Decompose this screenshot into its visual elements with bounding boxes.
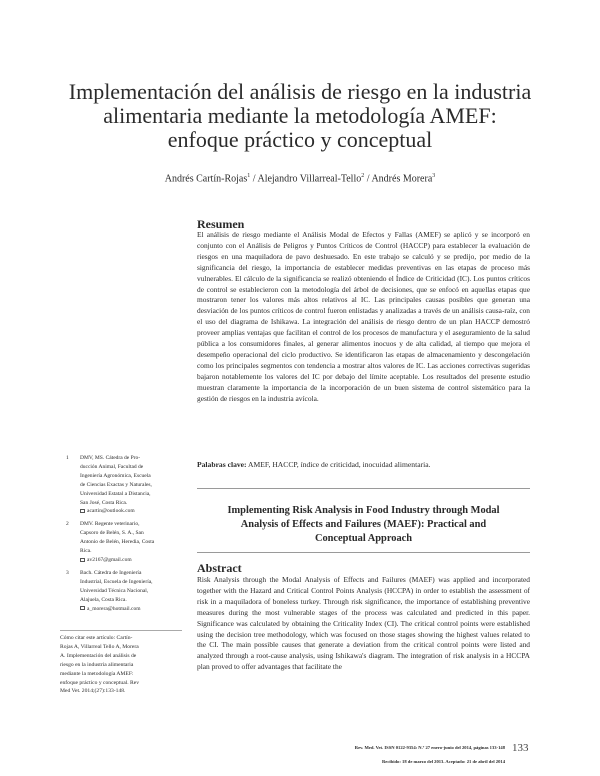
footnote-line: Universidad Estatal a Distancia, [80, 490, 151, 497]
citation-line: Med Vet. 2014;(27):133-148. [60, 688, 126, 695]
journal-info: Rev. Med. Vet. ISSN 0122-9354: N.º 27 enero-junio del 2014, páginas 133-148 [354, 745, 505, 750]
author-affiliation-mark: 3 [432, 173, 436, 179]
footnote-line: Industrial, Escuela de Ingeniería, [80, 578, 153, 585]
author-footnotes [66, 454, 184, 617]
footnote [66, 569, 184, 614]
footnote-email[interactable] [80, 556, 184, 565]
title-line: enfoque práctico y conceptual [167, 127, 433, 152]
abstract-text: Risk Analysis through the Modal Analysis of Effects and Failures (MAEF) was applied and incorporated together with the Hazard and Critical Control Points Analysis (HCCPA) in order to establish the assessment of risk in a maquiladora of boneless turkey. Through risk significance, the importance of establishing preventive measures during the most vulnerable stages of the process was calculated and predicted in this paper. Significance was calculated by obtaining the Criticality Index (CI). The critical control points were established using the decision tree methodology, which was focused on those stages showing the highest values related to the CI. The main possible causes that generate a deviation from the critical control points were listed and analyzed through a root-cause analysis, using Ishikawa's diagram. The integration of risk analysis in a HCCPA plan proved to offer advantages that facilitate the [197, 575, 530, 672]
author-name: Alejandro Villarreal-Tello [257, 173, 362, 185]
abstract-heading: Abstract [197, 561, 242, 575]
footnote-line: DMV, MS. Cátedra de Pro- [80, 455, 141, 461]
divider [197, 488, 530, 489]
title-line: alimentaria mediante la metodología AMEF: [103, 103, 497, 128]
email-address[interactable]: a_morera@hotmail.com [87, 605, 141, 612]
citation-line: A. Implementación del análisis de [60, 652, 137, 659]
author-name: Andrés Cartín-Rojas [164, 173, 248, 185]
footnote-line: Rica. [80, 548, 92, 555]
footnote-line: Capsoro de Belén, S. A., San [80, 530, 144, 537]
envelope-icon [80, 558, 85, 562]
footnote [66, 520, 184, 565]
english-title [197, 504, 530, 546]
resumen-heading: Resumen [197, 217, 245, 231]
envelope-icon [80, 606, 85, 610]
footnote-email[interactable] [80, 605, 184, 614]
author-list [40, 173, 560, 184]
author-affiliation-mark: 1 [247, 173, 251, 179]
footnote-line: de Ciencias Exactas y Naturales, [80, 481, 152, 488]
title-line: Implementación del análisis de riesgo en la industria [68, 79, 532, 104]
footnote-number: 1 [66, 455, 69, 461]
citation-line: Cómo citar este artículo: Cartín- [60, 635, 133, 641]
footnote-line: ducción Animal, Facultad de [80, 463, 144, 470]
citation-line: mediante la metodología AMEF: [60, 670, 134, 677]
footnote [66, 454, 184, 516]
keywords-text: AMEF, HACCP, índice de criticidad, inocuidad alimentaria. [246, 460, 431, 469]
footnote-email[interactable] [80, 507, 184, 516]
divider [197, 552, 530, 553]
keywords-label: Palabras clave: [197, 460, 247, 469]
english-title-line: Analysis of Effects and Failures (MAEF): Practical and [240, 519, 487, 530]
author-affiliation-mark: 2 [361, 173, 365, 179]
footnote-line: Bach. Cátedra de Ingeniería [80, 569, 142, 576]
envelope-icon [80, 509, 85, 513]
footnote-number: 3 [66, 569, 69, 576]
author-name: Andrés Morera [371, 173, 433, 185]
resumen-text: El análisis de riesgo mediante el Análisis Modal de Efectos y Fallas (AMEF) se aplicó y se incorporó en conjunto con el Análisis de Peligros y Puntos Críticos de Control (HACCP) para establecer la evaluación de riesgos en una maquiladora de pavo deshuesado. En este trabajo se calculó y se predijo, por medio de la significancia del riesgo, la importancia de establecer medidas preventivas en las etapas de proceso más vulnerables. El cálculo de la significancia se realizó obteniendo el Índice de Criticidad (IC). Los puntos críticos de control se establecieron con la metodología del árbol de decisiones, que se enfocó en aquellas etapas que mostraron tener los valores más altos relativos al IC. Las principales causas posibles que generan una desviación de los puntos críticos de control fueron enlistadas y analizadas a través de un análisis causa-raíz, con el uso del diagrama de Ishikawa. La integración del análisis de riesgo dentro de un plan HACCP demostró proveer amplias ventajas que facilitan el control de los procesos de manufactura y el aseguramiento de la salud pública a los consumidores finales, al generar alimentos inocuos y de alta calidad, al tiempo que mejora el desempeño operacional del ciclo productivo. Se identificaron las etapas de almacenamiento y descongelación como los principales segmentos con tendencia a mostrar altos valores de IC. Las acciones correctivas sugeridas bajaron notablemente los valores del IC por debajo del límite aceptable. Los resultados del presente estudio muestran claramente la importancia de la incorporación de un buen sistema de control sistemático para la gestión de riesgos en la industria avícola. [197, 230, 530, 403]
footnote-line: DMV. Regente veterinario, [80, 521, 140, 528]
footnote-line: Ingeniería Agronómica, Escuela [80, 472, 151, 479]
page-number: 133 [512, 742, 529, 754]
received-accepted-dates: Recibido: 18 de marzo del 2013. Aceptado: 21 de abril del 2014 [381, 759, 505, 764]
footnote-line: Universidad Técnica Nacional, [80, 587, 149, 594]
citation-line: Rojas A, Villarreal Tello A, Morera [60, 643, 139, 650]
footnote-line: Alajuela, Costa Rica. [80, 596, 127, 603]
english-title-line: Implementing Risk Analysis in Food Industry through Modal [227, 505, 500, 516]
email-address[interactable]: acartin@outlook.com [87, 508, 135, 515]
footnote-number: 2 [66, 521, 69, 528]
citation-line: riesgo en la industria alimentaria [60, 661, 134, 668]
footnote-line: San José, Costa Rica. [80, 499, 128, 506]
citation-note [60, 630, 182, 696]
keywords [197, 460, 530, 469]
email-address[interactable]: av2167@gmail.com [87, 556, 132, 563]
author-separator: / [364, 173, 372, 185]
english-title-line: Conceptual Approach [314, 533, 413, 544]
citation-line: enfoque práctico y conceptual. Rev [60, 679, 140, 686]
author-separator: / [250, 173, 258, 185]
article-title [40, 80, 560, 152]
footnote-line: Antonio de Belén, Heredia, Costa [80, 539, 155, 546]
